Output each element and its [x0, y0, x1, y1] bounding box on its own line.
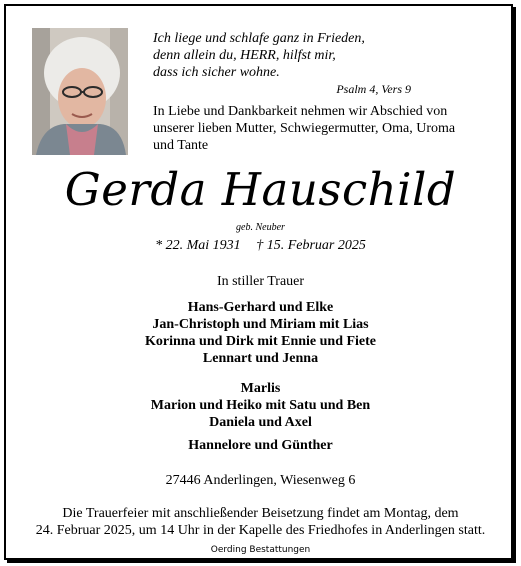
mourners-group-1 [0, 299, 521, 367]
portrait-image [32, 28, 128, 155]
mourning-heading-text: In stiller Trauer [216, 274, 305, 289]
mourner-line: Daniela und Axel [209, 415, 312, 430]
death-date: † 15. Februar 2025 [256, 238, 366, 253]
mourner-line: Hannelore und Günther [188, 438, 333, 453]
mourner-line: Korinna und Dirk mit Ennie und Fiete [144, 334, 377, 349]
psalm-reference: Psalm 4, Vers 9 [336, 82, 411, 96]
mourner-line: Marlis [240, 381, 281, 396]
intro-line: unserer lieben Mutter, Schwiegermutter, Oma, Uroma [153, 121, 456, 136]
intro-line: und Tante [153, 138, 209, 153]
mourner-line: Marion und Heiko mit Satu und Ben [150, 398, 371, 413]
psalm-quote [153, 30, 423, 97]
mourner-line: Lennart und Jenna [202, 351, 319, 366]
birth-date: * 22. Mai 1931 [155, 238, 241, 253]
psalm-line: Ich liege und schlafe ganz in Frieden, [153, 31, 365, 46]
intro-line: In Liebe und Dankbarkeit nehmen wir Abschied von [153, 104, 448, 119]
psalm-line: dass ich sicher wohne. [153, 65, 280, 80]
ceremony-info [0, 505, 521, 539]
ceremony-line: Die Trauerfeier mit anschließender Beisetzung findet am Montag, dem [62, 506, 459, 521]
family-address [0, 472, 521, 489]
intro-text [153, 103, 493, 154]
mourners-group-3 [0, 437, 521, 454]
mourning-heading [0, 273, 521, 290]
ceremony-line: 24. Februar 2025, um 14 Uhr in der Kapelle des Friedhofes in Anderlingen statt. [35, 523, 486, 538]
born-name: geb. Neuber [236, 222, 285, 233]
mourner-line: Hans-Gerhard und Elke [187, 300, 334, 315]
psalm-line: denn allein du, HERR, hilfst mir, [153, 48, 336, 63]
mourner-line: Jan-Christoph und Miriam mit Lias [152, 317, 369, 332]
address-text: 27446 Anderlingen, Wiesenweg 6 [165, 473, 356, 488]
mourners-group-2 [0, 380, 521, 431]
portrait-photo [32, 28, 128, 155]
funeral-home-brand: Oerding Bestattungen [210, 545, 311, 555]
life-dates [0, 237, 521, 255]
deceased-name: Gerda Hauschild [64, 163, 457, 216]
